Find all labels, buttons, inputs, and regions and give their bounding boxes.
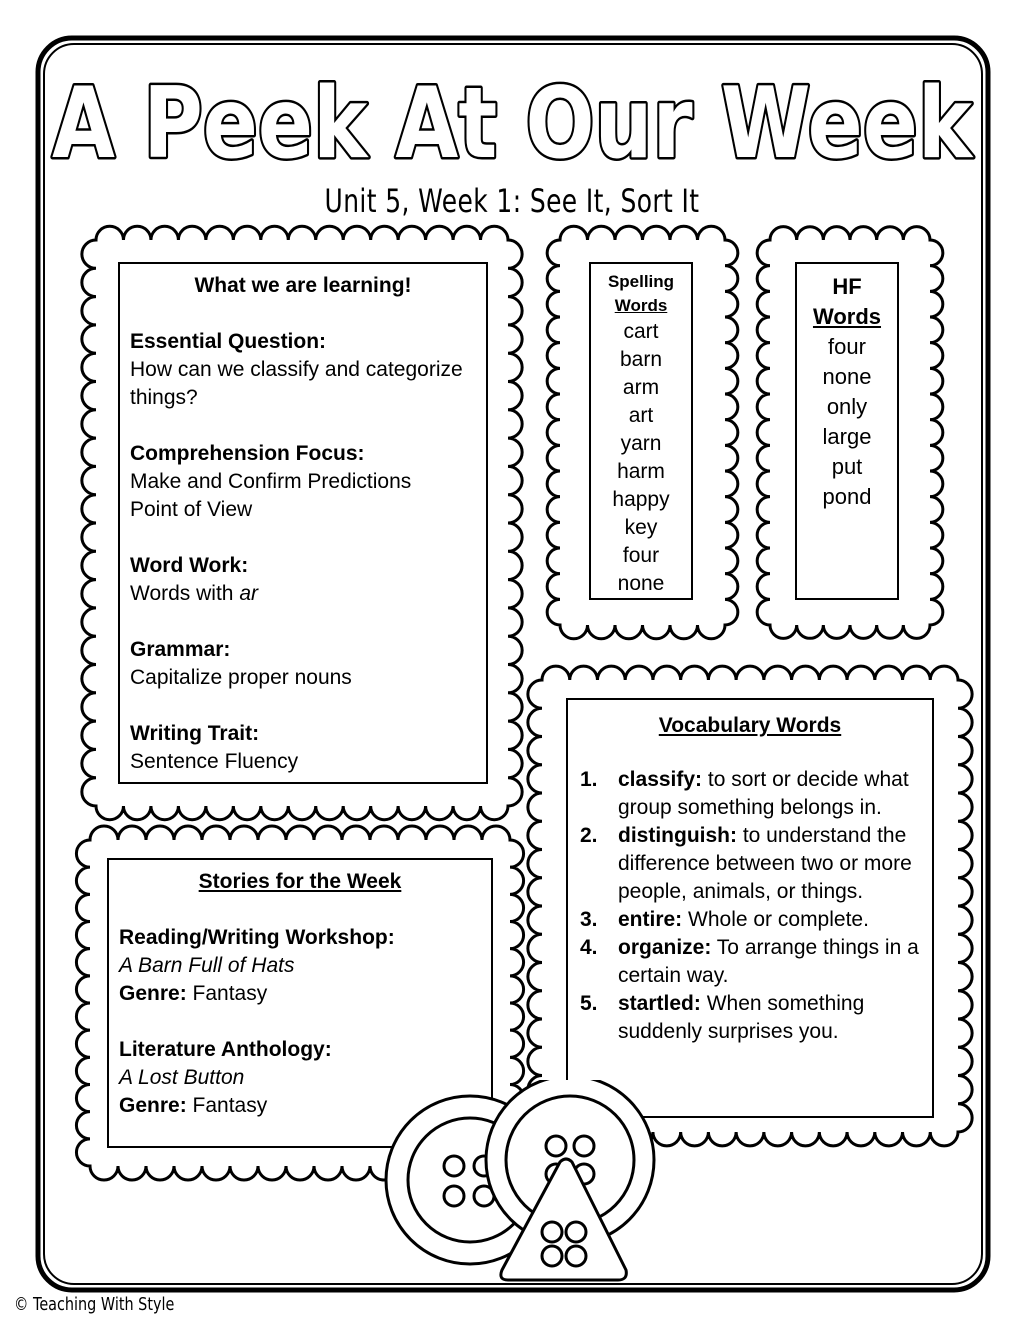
buttons-clipart <box>380 1080 680 1285</box>
genre-label: Genre: <box>119 1094 187 1117</box>
spelling-word: none <box>617 572 665 595</box>
writing-trait-value: Sentence Fluency <box>130 750 299 773</box>
vocabulary-item <box>580 822 920 906</box>
essential-question-label: Essential Question: <box>130 330 327 353</box>
button-hole <box>444 1156 464 1176</box>
comprehension-item: Point of View <box>130 498 253 521</box>
stories-heading: Stories for the Week <box>198 870 402 893</box>
lit-story-title: A Lost Button <box>119 1066 245 1089</box>
vocab-term: organize: <box>618 936 712 959</box>
rw-story-title: A Barn Full of Hats <box>119 954 295 977</box>
grammar-value: Capitalize proper nouns <box>130 666 352 689</box>
vocabulary-item <box>580 906 920 934</box>
svg-text:A Peek At Our Week: A Peek At Our Week <box>52 67 975 177</box>
hf-heading-1: HF <box>832 274 862 299</box>
word-work-pattern: ar <box>239 582 258 605</box>
hf-word: none <box>822 364 872 389</box>
spelling-word: four <box>622 544 660 567</box>
learning-heading: What we are learning! <box>194 274 412 297</box>
literature-label: Literature Anthology: <box>119 1038 332 1061</box>
hf-words-panel <box>795 262 899 600</box>
vocab-number: 2. <box>580 824 598 847</box>
hf-heading-2: Words <box>812 304 882 329</box>
rw-workshop-label: Reading/Writing Workshop: <box>119 926 395 949</box>
genre-value: Fantasy <box>186 982 268 1005</box>
vocab-number: 1. <box>580 768 598 791</box>
footer-credit: © Teaching With Style <box>14 1294 175 1315</box>
vocabulary-heading: Vocabulary Words <box>658 714 842 737</box>
vocab-number: 3. <box>580 908 598 931</box>
button-hole <box>444 1186 464 1206</box>
spelling-word: arm <box>622 376 660 399</box>
button-hole <box>542 1222 562 1242</box>
hf-word: four <box>828 334 866 359</box>
vocab-term: entire: <box>618 908 683 931</box>
writing-trait-label: Writing Trait: <box>130 722 260 745</box>
rw-genre <box>119 980 481 1008</box>
word-work-label: Word Work: <box>130 554 249 577</box>
word-work-value <box>130 580 476 608</box>
spelling-word: art <box>628 404 654 427</box>
essential-question: How can we classify and categorize things? <box>130 358 463 409</box>
spelling-word: happy <box>612 488 670 511</box>
spelling-word: harm <box>617 460 665 483</box>
vocab-number: 4. <box>580 936 598 959</box>
hf-word: only <box>826 394 868 419</box>
vocab-definition: Whole or complete. <box>682 908 869 931</box>
button-hole <box>566 1246 586 1266</box>
page-title <box>40 52 984 177</box>
button-hole <box>542 1246 562 1266</box>
spelling-heading-2: Words <box>614 296 668 315</box>
button-hole <box>566 1222 586 1242</box>
spelling-word: key <box>624 516 658 539</box>
spelling-heading-1: Spelling <box>607 272 675 291</box>
hf-word: pond <box>822 484 872 509</box>
hf-word: put <box>831 454 863 479</box>
button-hole <box>574 1136 594 1156</box>
genre-label: Genre: <box>119 982 187 1005</box>
page-subtitle: Unit 5, Week 1: See It, Sort It <box>324 182 700 220</box>
vocab-definition: When something suddenly surprises you. <box>618 992 865 1043</box>
button-hole <box>546 1136 566 1156</box>
comprehension-label: Comprehension Focus: <box>130 442 365 465</box>
vocabulary-panel <box>566 698 934 1118</box>
hf-word: large <box>822 424 872 449</box>
vocab-term: distinguish: <box>618 824 737 847</box>
vocabulary-item <box>580 934 920 990</box>
vocab-definition: to understand the difference between two or more people, animals, or things. <box>618 824 912 903</box>
genre-value: Fantasy <box>186 1094 268 1117</box>
comprehension-item: Make and Confirm Predictions <box>130 470 412 493</box>
spelling-word: cart <box>623 320 659 343</box>
learning-panel <box>118 262 488 784</box>
spelling-word: yarn <box>620 432 662 455</box>
spelling-panel <box>589 262 693 600</box>
vocab-number: 5. <box>580 992 598 1015</box>
grammar-label: Grammar: <box>130 638 231 661</box>
vocab-definition: to sort or decide what group something belongs in. <box>618 768 909 819</box>
vocab-term: startled: <box>618 992 701 1015</box>
vocab-definition: To arrange things in a certain way. <box>618 936 919 987</box>
word-work-prefix: Words with <box>130 582 240 605</box>
vocabulary-item <box>580 766 920 822</box>
vocab-term: classify: <box>618 768 703 791</box>
vocabulary-item <box>580 990 920 1046</box>
spelling-word: barn <box>619 348 663 371</box>
